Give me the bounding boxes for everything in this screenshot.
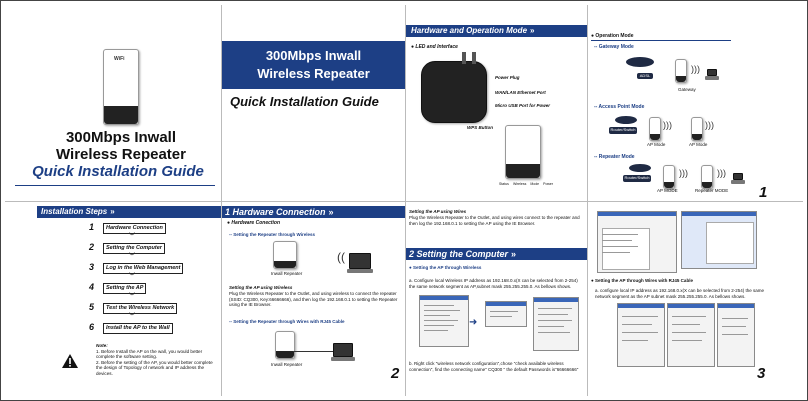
step-number: 2 [89,242,95,252]
install-note [96,343,218,377]
inwall-repeater-label: Inwall Repeater [271,271,303,276]
laptop-icon [347,253,373,273]
wireless-setup-title: -- Setting the Repeater through Wireless [229,232,315,237]
led-power-label: Power [543,182,554,186]
properties-screenshot [485,301,527,327]
cover-subtitle: Quick Installation Guide [32,163,204,180]
repeater-device-image [103,49,139,125]
chevron-right-icon: » [328,207,334,217]
led-labels [499,182,553,186]
rj45-setting-bullet: ● Setting the AP through Wires with RJ45 Cable [591,278,693,283]
ap-wireless-text: Plug the Wireless Repeater to the Outlet, and using wireless to connect the repeater (SSID: CQ300, Key:66666666), and then log the 192.168.0.1 to setting the Repeater using the IE Browser. [229,291,398,307]
gateway-mode-title: -- Gateway Mode [594,44,634,50]
wireless-networks-screenshot [681,211,757,269]
step-label: Log in the Web Management [103,263,183,274]
label-wps-button: WPS Button [467,125,493,130]
led-interface-title: ● LED and Interface [411,44,458,50]
router-icon: ADSL [637,73,653,79]
repeater-icon [691,117,703,141]
step-label: Setting the Computer [103,243,165,254]
led-status-label: Status [499,182,509,186]
laptop-icon [331,343,355,361]
wifi-logo-icon: WiFi [114,56,125,62]
ip-address-screenshot [717,303,755,367]
step-label: Test the Wireless Network [103,303,177,314]
installation-steps-heading-text: Installation Steps [41,207,108,216]
rj45-setting-text: a. configure local IP address as 192.168.0.x(X can be selected from 2-254) the same network segment as the AP subnet mask 255.255.255.0. As bellows shows. [595,288,765,299]
step-number: 1 [89,222,95,232]
repeater-icon [273,241,297,269]
arrow-right-icon: ➜ [469,317,478,328]
tcpip-screenshot [533,297,579,351]
repeater-icon [649,117,661,141]
hardware-connection-heading-text: Hardware Connection [232,207,326,217]
ap-mode-label-1: AP Mode [647,142,666,147]
note-line-2: 2. Before the setting of the AP, you would better complete the design of Topology of network and IP address the devices. [96,359,213,376]
led-interface-title-text: LED and Interface [415,44,458,50]
setting-wireless-bullet-text: Setting the AP through Wireless [412,265,482,270]
ap-mode-label-2: AP Mode [689,142,708,147]
ap-mode-title-text: Access Point Mode [598,104,645,110]
installation-steps-heading [37,206,221,218]
cover-underline [15,185,215,186]
repeater-label: Repeater MODE [695,188,729,193]
setting-computer-heading [406,248,587,260]
gateway-mode-title-text: Gateway Mode [598,44,634,50]
step-number: 6 [89,322,95,332]
double-chevron-icon: ︾ [129,234,136,240]
cloud-icon [615,116,637,124]
step-label: Setting the AP [103,283,146,294]
cover-title-line1: 300Mbps Inwall [65,129,177,146]
wifi-icon: ))) [717,168,726,178]
label-micro-usb: Micro USB Port for Power [495,103,551,108]
step-label: Install the AP to the Wall [103,323,173,334]
page-number-1: 1 [759,184,768,201]
repeater-icon [275,331,295,359]
wifi-icon: (( [337,250,345,264]
double-chevron-icon: ︾ [129,294,136,300]
hardware-connection-heading [222,206,405,218]
inwall-repeater-label-2: Inwall Repeater [271,362,303,367]
chevron-right-icon: » [511,249,517,259]
cloud-icon [626,57,654,67]
fold-line [5,201,803,202]
operation-mode-title-text: Operation Mode [595,33,634,39]
operation-mode-underline [591,40,731,41]
cover-title-line2: Wireless Repeater [56,146,186,163]
step-number: 5 [89,302,95,312]
setting-wires-text: Plug the Wireless Repeater to the Outlet, and using wires connect to the repeater and then log the 192.168.0.1 to setting the AP using the IE Browser. [409,215,580,226]
repeater-icon [663,165,675,189]
network-screenshot [419,295,469,347]
cloud-icon [629,164,651,172]
lan-properties-screenshot [617,303,665,367]
led-wireless-label: Wireless [512,182,527,186]
router-icon: Router/Switch [624,175,650,180]
label-wan-lan-port: WAN/LAN Ethernet Port [495,90,546,95]
ip-properties-screenshot [667,303,715,367]
setting-computer-text-a: a. Configure local Wireless IP address as 192.168.0.x(X can be selected from 2-254) the same network segment as AP,subnet mask 255.255.255.0. As bellows shows. [409,278,578,289]
label-power-plug: Power Plug [495,75,520,80]
repeater-icon [675,59,687,83]
step-number: 4 [89,282,95,292]
gateway-label: Gateway [678,87,696,92]
wifi-icon: ))) [679,168,688,178]
laptop-icon [731,173,745,184]
repeater-icon [701,165,713,189]
page-number-2: 2 [391,365,400,382]
ap-wireless-title: Setting the AP using Wireless [229,285,293,290]
steps-list [89,223,219,335]
wifi-icon: ))) [663,120,672,130]
chevron-right-icon: » [110,207,115,216]
ap-mode-title: -- Access Point Mode [594,104,645,110]
power-plug-icon [421,61,487,123]
led-mode-label: Mode [530,182,540,186]
router-icon: Router/Switch [610,127,636,132]
title-banner [222,41,405,89]
chevron-right-icon: » [530,26,535,35]
wired-setup-title: -- Setting the Repeater through Wires with RJ45 Cable [229,319,345,324]
step-number: 3 [89,262,95,272]
section-number: 1 [225,207,231,217]
local-connection-screenshot [597,211,677,273]
setting-wires-title: Setting the AP using Wires [409,209,467,214]
note-line-1: 1. Before Install the AP on the wall, you would better complete the software setting. [96,348,203,360]
hardware-connection-bullet: ● Hardware Conection [227,220,281,226]
page-number-3: 3 [757,365,766,382]
setting-computer-text-b: b. Right click "wireless network configuration",chose "check available wireless connection", find the connecting name" CQ300 " the default Passwords is"66666666" [409,361,579,372]
double-chevron-icon: ︾ [129,314,136,320]
banner-subtitle: Quick Installation Guide [230,94,379,109]
repeater-front-image [505,125,541,179]
wifi-icon: ))) [705,120,714,130]
repeater-mode-title: -- Repeater Mode [594,154,635,160]
note-title: Note: [96,343,108,348]
section-number: 2 [409,249,415,259]
hardware-connection-bullet-text: Hardware Conection [231,220,281,226]
setting-wireless-bullet: ● Setting the AP through Wireless [409,265,482,270]
banner-line2: Wireless Repeater [257,66,370,81]
double-chevron-icon: ︾ [129,254,136,260]
hardware-mode-heading-text: Hardware and Operation Mode [411,26,528,35]
laptop-icon [705,69,719,80]
rj45-setting-bullet-text: Setting the AP through Wires with RJ45 Cable [594,278,693,283]
banner-line1: 300Mbps Inwall [265,48,362,63]
operation-mode-title: ● Operation Mode [591,33,634,39]
repeater-mode-title-text: Repeater Mode [598,154,635,160]
setting-computer-heading-text: Setting the Computer [416,249,509,259]
double-chevron-icon: ︾ [129,274,136,280]
hardware-mode-heading [406,25,587,37]
step-label: Hardware Connection [103,223,166,234]
warning-icon [61,353,79,369]
repeater-ap-label: AP MODE [657,188,678,193]
wifi-icon: ))) [691,64,700,74]
